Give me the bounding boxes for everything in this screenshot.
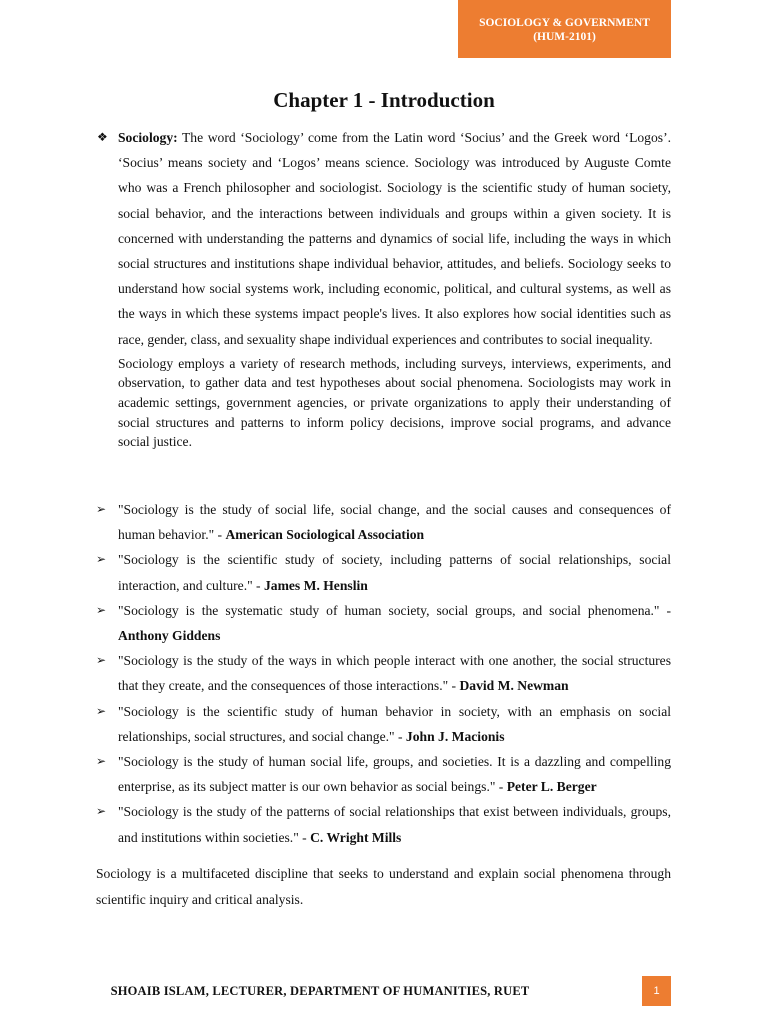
arrow-bullet-icon: ➢ xyxy=(96,804,107,819)
definition-author: Anthony Giddens xyxy=(118,628,221,644)
definition-quote: "Sociology is the scientific study of human behavior in society, with an emphasis on social relationships, social structures, and social change." - xyxy=(118,703,671,744)
definition-item xyxy=(96,547,671,597)
diamond-bullet-icon: ❖ xyxy=(97,130,108,144)
definition-quote: "Sociology is the study of the patterns of social relationships that exist between individuals, groups, and institutions within societies." - xyxy=(118,804,671,845)
header-course-box xyxy=(458,0,671,58)
definition-author: David M. Newman xyxy=(459,678,569,694)
header-course-name: SOCIOLOGY & GOVERNMENT xyxy=(479,17,650,29)
definitions-section xyxy=(96,497,671,850)
page-number-badge: 1 xyxy=(642,976,671,1006)
definition-quote: "Sociology is the study of human social life, groups, and societies. It is a dazzling and compelling enterprise, as its subject matter is our own behavior as social beings." - xyxy=(118,754,671,795)
definition-quote: "Sociology is the systematic study of human society, social groups, and social phenomena." - xyxy=(118,602,671,618)
intro-term: Sociology: xyxy=(118,130,178,145)
definition-item xyxy=(96,749,671,799)
chapter-title: Chapter 1 - Introduction xyxy=(273,88,495,112)
arrow-bullet-icon: ➢ xyxy=(96,552,107,567)
definition-item xyxy=(96,598,671,648)
definition-quote: "Sociology is the study of social life, social change, and the social causes and consequences of human behavior." - xyxy=(118,502,671,543)
intro-bullet-item xyxy=(96,125,671,352)
conclusion-paragraph: Sociology is a multifaceted discipline that seeks to understand and explain social phenomena through scientific inquiry and critical analysis. xyxy=(96,866,671,907)
arrow-bullet-icon: ➢ xyxy=(96,502,107,516)
definition-item xyxy=(96,699,671,749)
definition-author: Peter L. Berger xyxy=(506,779,597,795)
arrow-bullet-icon: ➢ xyxy=(96,602,107,617)
definition-author: C. Wright Mills xyxy=(310,829,402,845)
header-course-code: (HUM-2101) xyxy=(533,31,596,43)
arrow-bullet-icon: ➢ xyxy=(96,754,107,769)
arrow-bullet-icon: ➢ xyxy=(96,653,107,668)
intro-text: The word ‘Sociology’ come from the Latin word ‘Socius’ and the Greek word ‘Logos’. ‘Socius’ means society and ‘Logos’ means science. Sociology was introduced by Auguste Comte who was a French philosopher and sociologist. Sociology is the scientific study of human society, social behavior, and the interactions between individuals and groups within a given society. It is concerned with understanding the patterns and dynamics of social life, including the ways in which social structures and institutions shape individual behavior, attitudes, and beliefs. Sociology seeks to understand how social systems work, including economic, political, and cultural systems, as well as the ways in which these systems impact people's lives. It also explores how social identities such as race, gender, class, and sexuality shape individual experiences and contributes to social inequality. xyxy=(118,130,671,347)
intro-paragraph xyxy=(118,125,671,352)
intro-second-block xyxy=(96,354,671,452)
definition-item xyxy=(96,648,671,698)
definitions-list xyxy=(96,497,671,850)
footer-author-line: SHOAIB ISLAM, LECTURER, DEPARTMENT OF HUMANITIES, RUET xyxy=(110,984,530,998)
intro-second-paragraph: Sociology employs a variety of research methods, including surveys, interviews, experiments, and observation, to gather data and test hypotheses about social phenomena. Sociologists may work in academic settings, government agencies, or private organizations to apply their understanding of social structures and patterns to inform policy decisions, improve social programs, and advance social justice. xyxy=(118,355,671,450)
intro-section xyxy=(96,125,671,452)
definition-author: James M. Henslin xyxy=(263,577,368,593)
definition-author: John J. Macionis xyxy=(405,728,505,744)
definition-author: American Sociological Association xyxy=(225,527,425,543)
definition-quote: "Sociology is the scientific study of society, including patterns of social relationships, social interaction, and culture." - xyxy=(118,552,671,593)
definition-quote: "Sociology is the study of the ways in which people interact with one another, the social structures that they create, and the consequences of those interactions." - xyxy=(118,653,671,694)
definition-item xyxy=(96,799,671,849)
definition-item xyxy=(96,497,671,547)
arrow-bullet-icon: ➢ xyxy=(96,703,107,718)
